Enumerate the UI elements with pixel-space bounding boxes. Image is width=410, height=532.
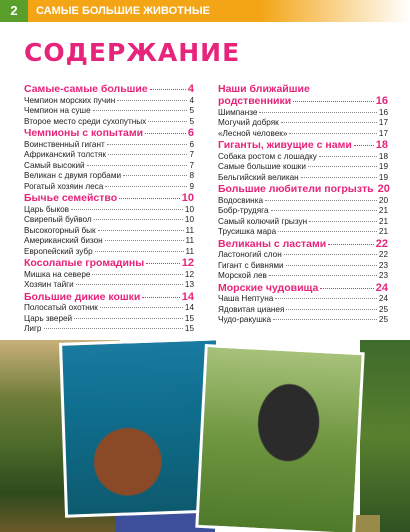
toc-leader-dots — [146, 263, 180, 264]
toc-heading-line: Наши ближайшие — [218, 83, 310, 95]
toc-leader-dots — [286, 309, 376, 310]
toc-entry — [24, 303, 194, 314]
toc-entry-page: 6 — [187, 127, 194, 139]
toc-entry-label: Рогатый хозяин леса — [24, 181, 104, 191]
toc-entry — [218, 152, 388, 163]
toc-entry-page: 21 — [378, 216, 388, 226]
toc-entry-page: 10 — [181, 192, 194, 204]
toc-entry-page: 5 — [189, 116, 194, 126]
toc-entry-label: Самый колючий грызун — [218, 216, 308, 226]
toc-entry — [24, 226, 194, 237]
toc-entry-label: Водосвинка — [218, 195, 264, 205]
toc-entry-page: 17 — [378, 118, 388, 127]
toc-entry-label: Чемпионы с копытами — [24, 127, 144, 139]
toc-entry — [24, 161, 194, 172]
toc-entry-label: Воинственный гигант — [24, 139, 105, 149]
toc-entry-page: 14 — [184, 303, 194, 312]
toc-entry-label: Самый высокий — [24, 160, 85, 170]
toc-entry-page: 11 — [185, 236, 194, 245]
toc-entry-page: 15 — [184, 324, 194, 333]
toc-section-heading — [218, 139, 388, 152]
toc-section-heading — [24, 127, 194, 140]
toc-leader-dots — [123, 175, 187, 176]
toc-entry-page: 22 — [375, 237, 388, 250]
toc-entry-label: Самые большие кошки — [218, 162, 306, 171]
toc-entry — [24, 182, 194, 193]
toc-entry — [218, 217, 388, 228]
toc-entry-page: 15 — [184, 313, 194, 323]
toc-entry-page: 14 — [181, 290, 194, 303]
toc-leader-dots — [105, 186, 187, 187]
toc-entry-label: Собака ростом с лошадку — [218, 151, 317, 161]
toc-section-heading — [24, 257, 194, 270]
toc-leader-dots — [107, 144, 188, 145]
toc-leader-dots — [71, 209, 183, 210]
toc-entry-page: 9 — [189, 181, 194, 191]
toc-entry — [218, 315, 388, 326]
toc-leader-dots — [301, 177, 377, 178]
toc-entry-page: 11 — [185, 246, 194, 256]
toc-entry-page: 25 — [378, 315, 388, 324]
toc-entry-page: 22 — [378, 250, 388, 259]
toc-entry-page: 12 — [184, 269, 194, 279]
toc-entry-label: Африканский толстяк — [24, 150, 107, 159]
toc-leader-dots — [74, 318, 183, 319]
toc-entry-page: 8 — [189, 171, 194, 180]
toc-entry-label: Мишка на севере — [24, 269, 91, 279]
toc-entry-page: 11 — [185, 225, 194, 235]
toc-entry — [24, 280, 194, 291]
toc-entry-label: Второе место среди сухопутных — [24, 116, 147, 126]
header-title: САМЫЕ БОЛЬШИЕ ЖИВОТНЫЕ — [36, 5, 210, 17]
toc-entry-label: Гигант с бивнями — [218, 260, 284, 270]
toc-entry-page: 24 — [375, 281, 388, 294]
toc-leader-dots — [98, 230, 184, 231]
toc-entry-page: 20 — [377, 183, 390, 195]
toc-entry — [218, 305, 388, 316]
toc-entry-page: 4 — [189, 95, 194, 105]
toc-entry-label: Самые-самые большие — [24, 83, 148, 95]
toc-entry — [24, 270, 194, 281]
gorilla-photo — [195, 344, 364, 532]
toc-entry — [218, 196, 388, 207]
toc-leader-dots — [95, 251, 184, 252]
toc-entry-label: Могучий добряк — [218, 118, 279, 127]
toc-entry-page: 20 — [378, 195, 388, 205]
toc-entry — [218, 173, 388, 184]
toc-right-entries — [218, 95, 388, 326]
toc-entry-page: 21 — [378, 227, 388, 236]
toc-entry-label: Гиганты, живущие с нами — [218, 139, 352, 151]
toc-entry-page: 16 — [375, 95, 388, 107]
toc-entry — [24, 205, 194, 216]
toc-entry-page: 6 — [189, 139, 194, 149]
toc-entry-label: Морской лев — [218, 271, 267, 280]
toc-section-heading — [24, 192, 194, 205]
page-number: 2 — [0, 0, 28, 22]
toc-entry-page: 13 — [184, 280, 194, 289]
toc-leader-dots — [278, 231, 377, 232]
toc-leader-dots — [281, 122, 377, 123]
toc-entry-page: 18 — [375, 139, 388, 151]
toc-entry-label: Ядовитая цианея — [218, 304, 285, 314]
toc-entry-label: Большие любители погрызть — [218, 183, 374, 195]
toc-section-heading — [24, 83, 194, 96]
toc-entry-label: Большие дикие кошки — [24, 290, 141, 303]
toc-section-heading — [218, 95, 388, 108]
toc-entry-page: 17 — [378, 128, 388, 138]
toc-entry — [24, 171, 194, 182]
page-title: СОДЕРЖАНИЕ — [24, 38, 241, 67]
toc-entry-label: Великан с двумя горбами — [24, 171, 122, 180]
toc-entry — [24, 117, 194, 128]
toc-entry-label: Бычье семейство — [24, 192, 118, 204]
toc-entry — [218, 250, 388, 261]
toc-entry-label: Бельгийский великан — [218, 172, 299, 182]
toc-entry — [24, 236, 194, 247]
toc-entry-label: Морские чудовища — [218, 281, 319, 294]
toc-entry — [218, 118, 388, 129]
toc-entry-label: Чемпион морских пучин — [24, 95, 116, 105]
toc-leader-dots — [145, 133, 186, 134]
toc-entry-label: Шимпанзе — [218, 107, 258, 117]
toc-entry — [218, 162, 388, 173]
toc-leader-dots — [265, 200, 377, 201]
toc-entry-page: 10 — [184, 215, 194, 224]
toc-entry-page: 19 — [378, 172, 388, 182]
toc-entry-page: 7 — [189, 160, 194, 170]
toc-entry-label: Чаша Нептуна — [218, 294, 274, 303]
toc-leader-dots — [293, 101, 374, 102]
toc-entry — [218, 129, 388, 140]
toc-entry-page: 12 — [181, 257, 194, 269]
toc-entry-label: Чудо-ракушка — [218, 315, 272, 324]
toc-leader-dots — [100, 307, 183, 308]
toc-leader-dots — [44, 328, 183, 329]
toc-entry — [24, 324, 194, 335]
toc-leader-dots — [309, 221, 377, 222]
page-header — [0, 0, 410, 22]
toc-leader-dots — [319, 156, 377, 157]
toc-entry-label: Чемпион на суше — [24, 106, 91, 115]
toc-entry — [218, 108, 388, 119]
toc-entry-label: Великаны с ластами — [218, 237, 327, 250]
toc-entry — [24, 215, 194, 226]
toc-leader-dots — [142, 297, 179, 298]
toc-entry-page: 18 — [378, 151, 388, 161]
toc-leader-dots — [119, 198, 180, 199]
toc-section-heading — [218, 183, 388, 196]
toc-entry-page: 4 — [187, 83, 194, 95]
toc-section-heading — [218, 282, 388, 295]
toc-entry-page: 16 — [378, 107, 388, 117]
toc-leader-dots — [108, 154, 187, 155]
toc-leader-dots — [94, 219, 183, 220]
toc-entry-label: Свирепый буйвол — [24, 215, 92, 224]
header-bar — [28, 0, 410, 22]
toc-entry-page: 7 — [189, 150, 194, 159]
toc-leader-dots — [308, 166, 377, 167]
toc-leader-dots — [92, 274, 182, 275]
toc-leader-dots — [269, 275, 377, 276]
toc-entry-label: Европейский зубр — [24, 246, 93, 256]
toc-entry — [218, 294, 388, 305]
toc-leader-dots — [105, 240, 184, 241]
toc-entry-label: Хозяин тайги — [24, 280, 74, 289]
toc-entry — [218, 271, 388, 282]
toc-section-heading — [24, 291, 194, 304]
toc-entry-page: 19 — [378, 162, 388, 171]
toc-leader-dots — [117, 100, 187, 101]
toc-leader-dots — [259, 112, 376, 113]
toc-entry-label: Лигр — [24, 324, 42, 333]
toc-right-column — [218, 83, 388, 326]
toc-leader-dots — [273, 319, 377, 320]
toc-leader-dots — [354, 145, 374, 146]
header-fade — [260, 0, 410, 22]
toc-entry-page: 10 — [184, 204, 194, 214]
toc-entry-label: Царь быков — [24, 204, 70, 214]
toc-entry — [24, 96, 194, 107]
toc-entry-label: «Лесной человек» — [218, 128, 288, 138]
toc-leader-dots — [93, 110, 188, 111]
toc-entry-label: Царь зверей — [24, 313, 73, 323]
toc-leader-dots — [87, 165, 188, 166]
toc-entry-label: Косолапые громадины — [24, 257, 145, 269]
toc-leader-dots — [148, 121, 187, 122]
toc-entry — [24, 140, 194, 151]
toc-entry-page: 21 — [378, 206, 388, 215]
toc-entry — [24, 106, 194, 117]
toc-entry-page: 25 — [378, 304, 388, 314]
toc-entry-page: 23 — [378, 271, 388, 280]
forest-photo — [360, 340, 410, 532]
toc-entry-label: Высокогорный бык — [24, 225, 96, 235]
toc-entry — [218, 206, 388, 217]
toc-leader-dots — [150, 89, 186, 90]
toc-leader-dots — [328, 244, 374, 245]
toc-leader-dots — [286, 265, 377, 266]
toc-entry-label: Трусишка мара — [218, 227, 277, 236]
toc-entry-label: Полосатый охотник — [24, 303, 98, 312]
toc-section-heading — [218, 238, 388, 251]
toc-entry-page: 5 — [189, 106, 194, 115]
toc-left-column — [24, 83, 194, 335]
toc-entry — [24, 150, 194, 161]
toc-entry-page: 24 — [378, 294, 388, 303]
toc-entry — [218, 261, 388, 272]
toc-entry-page: 23 — [378, 260, 388, 270]
toc-leader-dots — [284, 254, 377, 255]
toc-entry-label: Ластоногий слон — [218, 250, 282, 259]
toc-leader-dots — [289, 133, 376, 134]
toc-entry-label: Американский бизон — [24, 236, 103, 245]
toc-entry — [218, 227, 388, 238]
toc-leader-dots — [76, 284, 183, 285]
photo-strip — [0, 340, 410, 532]
toc-leader-dots — [320, 288, 373, 289]
toc-leader-dots — [275, 298, 377, 299]
toc-entry-label: Бобр-трудяга — [218, 206, 269, 215]
toc-entry — [24, 247, 194, 258]
toc-leader-dots — [271, 210, 377, 211]
toc-entry — [24, 314, 194, 325]
toc-entry-label: родственники — [218, 95, 292, 107]
